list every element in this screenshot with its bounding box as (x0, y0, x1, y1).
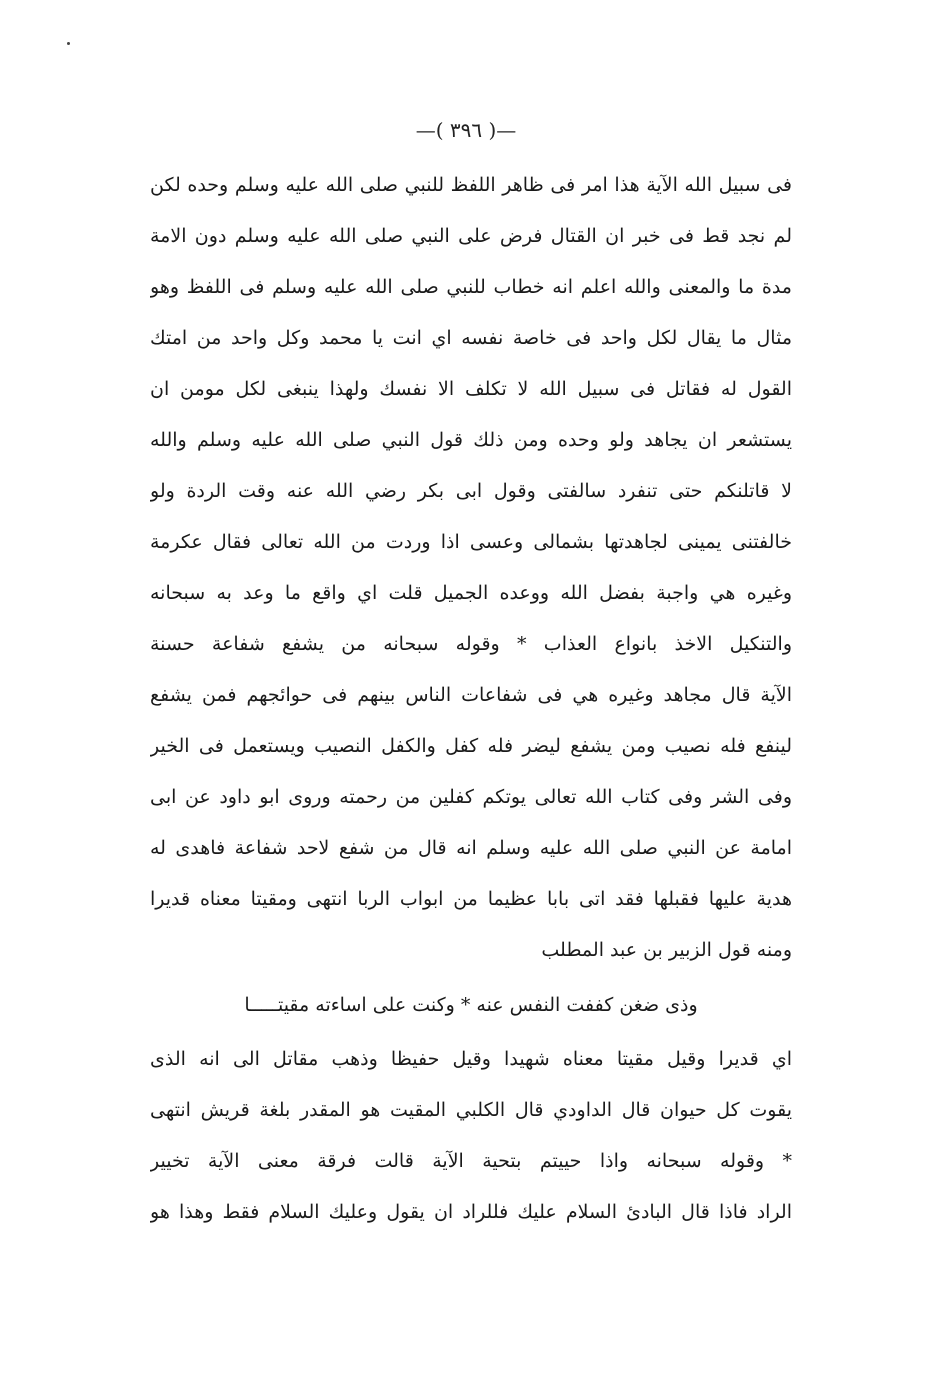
text-line: مثال ما يقال لكل واحد فى خاصة نفسه اي انت يا محمد وكل واحد من امتك (150, 327, 792, 349)
text-line: يستشعر ان يجاهد ولو وحده ومن ذلك قول النبي صلى الله عليه وسلم والله (150, 429, 792, 451)
text-line: * وقوله سبحانه واذا حييتم بتحية الآية قالت فرقة معنى الآية تخيير (150, 1150, 792, 1172)
text-line: وغيره هي واجبة بفضل الله ووعده الجميل قلت اي واقع ما وعد به سبحانه (150, 582, 792, 604)
text-line: مدة ما والمعنى والله اعلم انه خطاب للنبي صلى الله عليه وسلم فى اللفظ وهو (150, 276, 792, 298)
text-line: هدية عليها فقبلها فقد اتى بابا عظيما من ابواب الربا انتهى ومقيتا معناه قديرا (150, 888, 792, 910)
text-line: امامة عن النبي صلى الله عليه وسلم انه قال من شفع لاحد شفاعة فاهدى له (150, 837, 792, 859)
text-line: اي قديرا وقيل مقيتا معناه شهيدا وقيل حفيظا وذهب مقاتل الى انه الذى (150, 1048, 792, 1070)
body-text (150, 160, 792, 1238)
text-line: الراد فاذا قال البادئ السلام عليك فللراد ان يقول وعليك السلام فقط وهذا هو (150, 1201, 792, 1223)
text-line: لم نجد قط فى خبر ان القتال فرض على النبي صلى الله عليه وسلم دون الامة (150, 225, 792, 247)
page-number: —( ٣٩٦ )— (415, 118, 517, 142)
page-speck (67, 42, 70, 45)
text-line: وفى الشر وفى كتاب الله تعالى يوتكم كفلين من رحمته وروى ابو داود عن ابى (150, 786, 792, 808)
text-line: والتنكيل الاخذ بانواع العذاب * وقوله سبحانه من يشفع شفاعة حسنة (150, 633, 792, 655)
text-line: خالفتنى يمينى لجاهدتها بشمالى وعسى اذا وردت من الله تعالى فقال عكرمة (150, 531, 792, 553)
text-line: فى سبيل الله الآية هذا امر فى ظاهر اللفظ للنبي صلى الله عليه وسلم وحده لكن (150, 174, 792, 196)
text-line: ومنه قول الزبير بن عبد المطلب (541, 939, 792, 961)
text-line: لا قاتلنكم حتى تنفرد سالفتى وقول ابى بكر رضي الله عنه وقت الردة ولو (150, 480, 792, 502)
text-line: لينفع فله نصيب ومن يشفع ليضر فله كفل والكفل النصيب ويستعمل فى الخير (150, 735, 792, 757)
text-line: الآية قال مجاهد وغيره هي فى شفاعات الناس بينهم فى حوائجهم فمن يشفع (150, 684, 792, 706)
text-line: القول له فقاتل فى سبيل الله لا تكلف الا نفسك ولهذا ينبغى لكل مومن ان (150, 378, 792, 400)
poetry-verse: وذى ضغن كففت النفس عنه * وكنت على اساءته مقيتـــــا (244, 994, 698, 1016)
text-line: يقوت كل حيوان قال الداودي قال الكلبي المقيت هو المقدر بلغة قريش انتهى (150, 1099, 792, 1121)
